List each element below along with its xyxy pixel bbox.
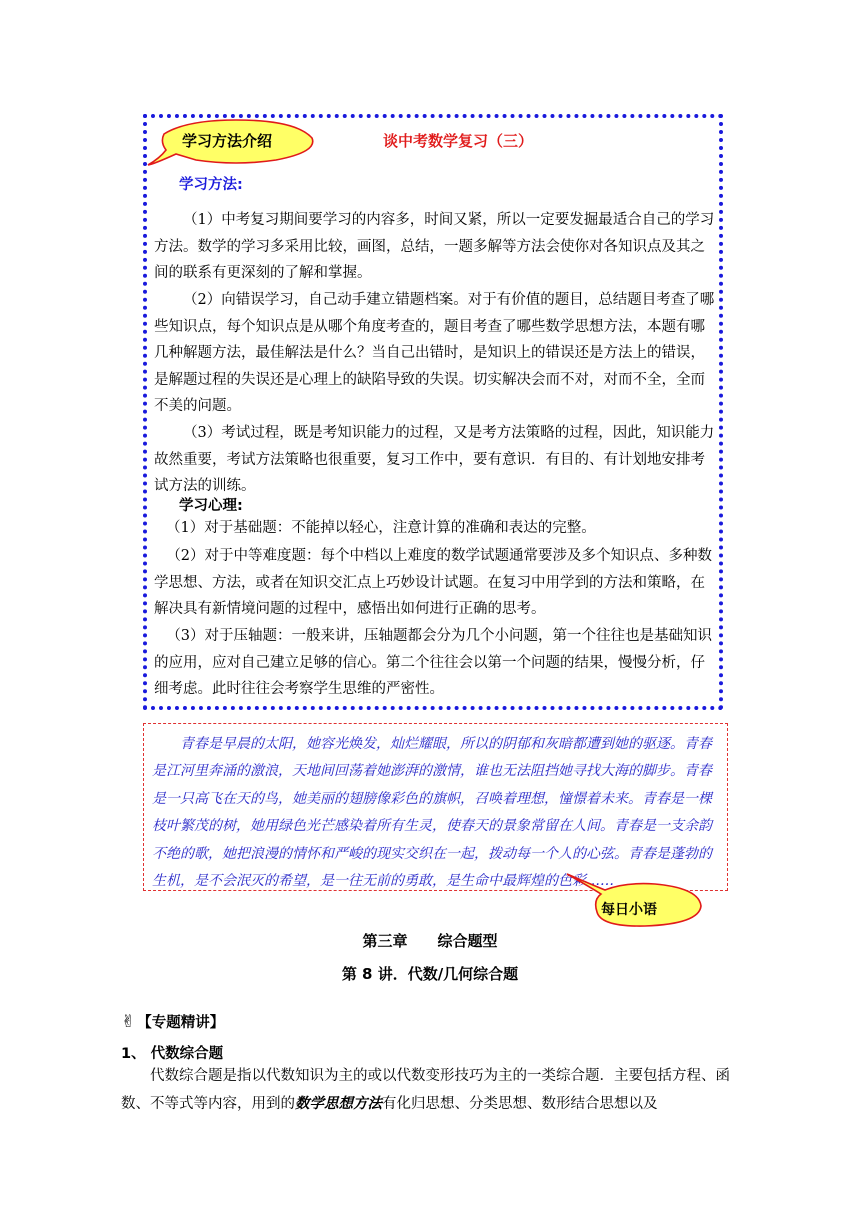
body-text-part: 代数综合题是指以代数知识为主的或以代数变形技巧为主的一类综合题．主要包括方程、函数、不等式等内容，用到的 [121,1068,730,1112]
chapter-title: 第三章 综合题型 [362,932,498,950]
callout-label: 学习方法介绍 [182,132,273,150]
methods-heading: 学习方法: [179,177,243,193]
topic-label: 【专题精讲】 [137,1015,225,1031]
learning-method-callout [146,118,316,166]
daily-saying-text: 青春是早晨的太阳，她容光焕发，灿烂耀眼，所以的阴郁和灰暗都遭到她的驱逐。青春是江河里奔涌的激浪，天地间回荡着她澎湃的激情，谁也无法阻挡她寻找大海的脚步。青春是一只高飞在天的鸟，她美丽的翅膀像彩色的旗帜，召唤着理想，憧憬着未来。青春是一棵枝叶繁茂的树，她用绿色光芒感染着所有生灵，使春天的景象常留在人间。青春是一支余韵不绝的歌，她把浪漫的情怀和严峻的现实交织在一起，拨动每一个人的心弦。青春是蓬勃的生机，是不会泯灭的希望，是一往无前的勇敢，是生命中最辉煌的色彩…… [152,736,712,890]
psych-paragraph-2: （2）对于中等难度题：每个中档以上难度的数学试题通常要涉及多个知识点、多种数学思想、方法，或者在知识交汇点上巧妙设计试题。在复习中用学到的方法和策略，在解决具有新情境问题的过程中，感悟出如何进行正确的思考。 [154,548,713,617]
callout-label: 每日小语 [601,902,657,918]
section-body [121,1062,737,1118]
emphasis-text: 数学思想方法 [295,1095,382,1112]
method-paragraph-1: （1）中考复习期间要学习的内容多，时间又紧，所以一定要发掘最适合自己的学习方法。数学的学习多采用比较，画图，总结，一题多解等方法会使你对各知识点及其之间的联系有更深刻的了解和掌握。 [154,212,715,281]
psych-paragraph-1: （1）对于基础题：不能掉以轻心，注意计算的准确和表达的完整。 [166,520,596,536]
daily-saying-callout [565,872,705,928]
method-paragraph-3: （3）考试过程，既是考知识能力的过程，又是考方法策略的过程，因此，知识能力故然重要，考试方法策略也很重要，复习工作中，要有意识．有目的、有计划地安排考试方法的训练。 [154,425,715,494]
section-heading: 1、 代数综合题 [121,1046,224,1062]
topic-heading [121,1011,224,1032]
psych-paragraph-3: （3）对于压轴题：一般来讲，压轴题都会分为几个小问题，第一个往往也是基础知识的应用，应对自己建立足够的信心。第二个往往会以第一个问题的结果，慢慢分析，仔细考虑。此时往往会考察学生思维的严密性。 [154,628,713,697]
victory-hand-icon: ✌ [121,1012,136,1032]
psych-heading: 学习心理: [179,498,243,514]
box-title: 谈中考数学复习（三） [383,132,534,150]
body-text-part: 有化归思想、分类思想、数形结合思想以及 [382,1096,658,1112]
method-paragraph-2: （2）向错误学习，自己动手建立错题档案。对于有价值的题目，总结题目考查了哪些知识点，每个知识点是从哪个角度考查的，题目考查了哪些数学思想方法，本题有哪几种解题方法，最佳解法是什么？当自己出错时，是知识上的错误还是方法上的错误，是解题过程的失误还是心理上的缺陷导致的失误。切实解决会而不对，对而不全，全而不美的问题。 [154,292,715,414]
lecture-title: 第 8 讲．代数/几何综合题 [341,965,519,983]
